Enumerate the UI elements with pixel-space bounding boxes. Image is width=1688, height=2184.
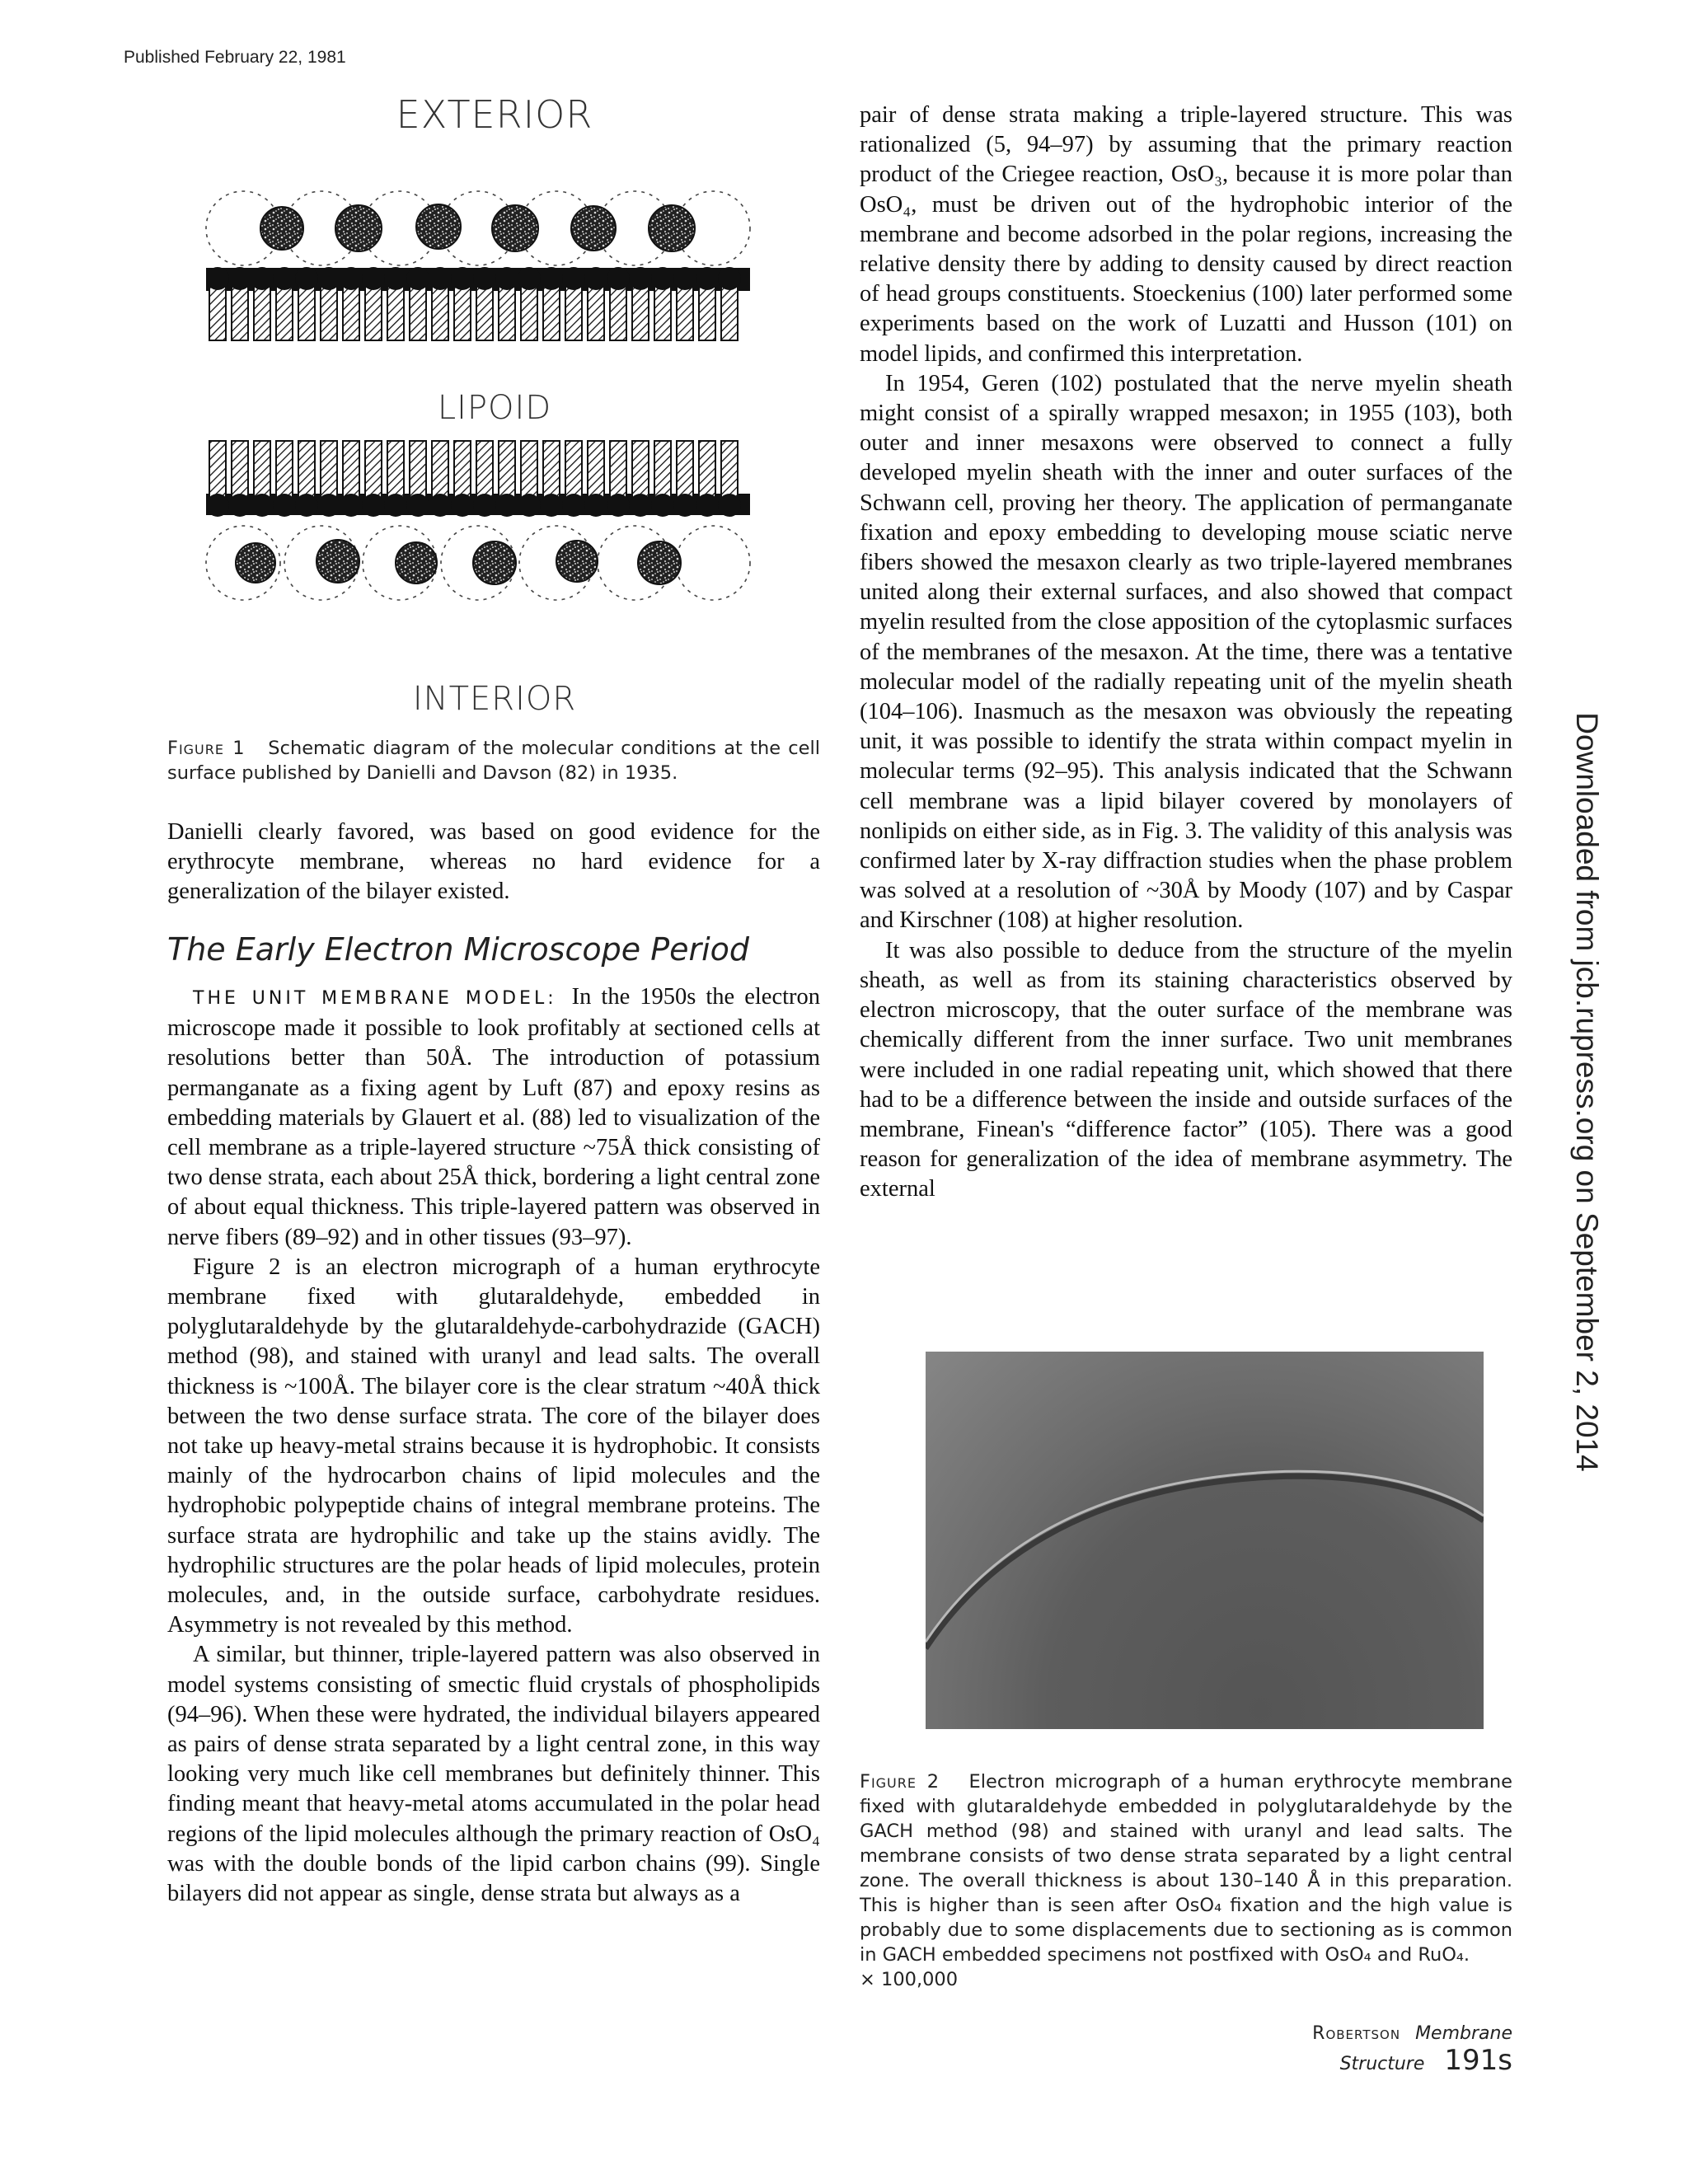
inner-lipid-monolayer xyxy=(206,441,750,517)
protein-globule xyxy=(473,541,516,584)
section-heading: The Early Electron Microscope Period xyxy=(167,931,750,968)
page-footer xyxy=(1146,2023,1512,2077)
figure2-magnification: × 100,000 xyxy=(860,1969,959,1990)
protein-globule xyxy=(649,205,695,251)
figure1-caption-label: Figure 1 xyxy=(167,738,246,759)
outer-lipid-monolayer xyxy=(206,267,750,340)
figure2-caption-label: Figure 2 xyxy=(860,1771,940,1793)
protein-globule xyxy=(416,204,461,249)
paragraph: It was also possible to deduce from the structure of the myelin sheath, as well as from its staining characteristics observed by electron microscopy, that the outer surface of the membrane was chemically different from the inner surface. Two unit membranes were included in one radial repeating unit, which showed that there had to be a difference between the inside and outside surfaces of the membrane, Finean's “difference factor” (105). There was a good reason for generalization of the idea of membrane asymmetry. The external xyxy=(860,937,1512,1202)
membrane-trace xyxy=(926,1352,1484,1729)
paragraph: Danielli clearly favored, was based on good evidence for the erythrocyte membrane, whereas no hard evidence for a generalization of the bilayer existed. xyxy=(167,819,820,905)
protein-globule xyxy=(492,205,538,251)
figure2-caption xyxy=(860,1769,1512,1992)
paragraph: A similar, but thinner, triple-layered pattern was also observed in model systems consisting of smectic fluid crystals of phospholipids (94–96). When these were hydrated, the individual bilayers appeared as pairs of dense strata separated by a light central zone, in this way looking very much like cell membranes but definitely thinner. This finding meant that heavy-metal atoms accumulated in the polar head regions of the lipid molecules although the primary reaction of OsO₄ was with the double bonds of the lipid carbon chains (99). Single bilayers did not appear as single, dense strata but always as a xyxy=(167,1642,820,1907)
inner-protein-layer xyxy=(206,526,750,600)
protein-globule xyxy=(260,207,303,250)
protein-globule xyxy=(335,205,382,251)
figure1-diagram xyxy=(198,161,758,655)
footer-author: Robertson xyxy=(1312,2023,1401,2044)
protein-globule xyxy=(236,543,275,583)
paragraph: pair of dense strata making a triple-layered structure. This was rationalized (5, 94–97) by assuming that the primary reaction product of the Criegee reaction, OsO₃, because it is more polar than OsO₄, must be driven out of the hydrophobic interior of the membrane and become adsorbed in the polar regions, increasing the relative density there by adding to density caused by direct reaction of head groups constituents. Stoeckenius (100) later performed some experiments based on the work of Luzatti and Husson (101) on model lipids, and confirmed this interpretation. xyxy=(860,102,1512,367)
published-date: Published February 22, 1981 xyxy=(124,48,346,67)
paragraph: Figure 2 is an electron micrograph of a human erythrocyte membrane fixed with glutaraldehyde, embedded in polyglutaraldehyde by the glutaraldehyde-carbohydrazide (GACH) method (98), and stained with uranyl and lead salts. The overall thickness is ~100Å. The bilayer core is the clear stratum ~40Å thick between the two dense surface strata. The core of the bilayer does not take up heavy-metal strains because it is hydrophobic. It consists mainly of the hydrocarbon chains of lipid molecules and the hydrophobic polypeptide chains of integral membrane proteins. The surface strata are hydrophilic and take up the stains avidly. The hydrophilic structures are the polar heads of lipid molecules, protein molecules, and, in the outside surface, carbohydrate residues. Asymmetry is not revealed by this method. xyxy=(167,1254,820,1638)
paragraph-text: In the 1950s the electron microscope made it possible to look profitably at sectioned cells at resolutions better than 50Å. The introduction of potassium permanganate as a fixing agent by Luft (87) and epoxy resins as embedding materials by Glauert et al. (88) led to visualization of the cell membrane as a triple-layered structure ~75Å thick consisting of two dense strata, each about 25Å thick, bordering a light central zone of about equal thickness. This triple-layered pattern was observed in nerve fibers (89–92) and in other tissues (93–97). xyxy=(167,984,821,1250)
page-number: 191s xyxy=(1444,2044,1512,2077)
figure1-caption xyxy=(167,736,820,785)
figure2-caption-text: Electron micrograph of a human erythrocyte membrane fixed with glutaraldehyde embedded in polyglutaraldehyde by the GACH method (98) and stained with uranyl and lead salts. The membrane consists of two dense strata separated by a light central zone. The overall thickness is about 130–140 Å in this preparation. This is higher than is seen after OsO₄ fixation and the high value is probably due to some displacements due to sectioning as is common in GACH embedded specimens not postfixed with OsO₄ and RuO₄. xyxy=(860,1771,1512,1966)
protein-globule xyxy=(638,541,681,584)
figure1-caption-text: Schematic diagram of the molecular conditions at the cell surface published by Danielli and Davson (82) in 1935. xyxy=(167,738,820,784)
figure1-label-interior: INTERIOR xyxy=(412,680,577,718)
footer-title: Membrane Structure xyxy=(1339,2023,1512,2074)
download-note xyxy=(1570,712,1604,1472)
subheading: THE UNIT MEMBRANE MODEL: xyxy=(193,988,557,1009)
outer-protein-layer xyxy=(206,191,750,265)
protein-globule xyxy=(571,206,616,251)
left-column-intro xyxy=(167,818,820,907)
figure1-label-lipoid: LIPOID xyxy=(437,389,552,427)
protein-globule xyxy=(396,542,437,583)
protein-globule xyxy=(316,540,359,583)
protein-globule xyxy=(556,541,598,582)
paragraph xyxy=(167,982,820,1253)
left-column-body xyxy=(167,982,820,1909)
download-note-text: Downloaded from jcb.rupress.org on September 2, 2014 xyxy=(1570,712,1604,1472)
figure2-micrograph xyxy=(926,1352,1484,1729)
paragraph: In 1954, Geren (102) postulated that the nerve myelin sheath might consist of a spirally wrapped mesaxon; in 1955 (103), both outer and inner mesaxons were observed to connect a fully developed myelin sheath with the inner and outer surfaces of the Schwann cell, proving her theory. The application of permanganate fixation and epoxy embedding to developing mouse sciatic nerve fibers showed the mesaxon clearly as two triple-layered membranes united along their external surfaces, and also showed that compact myelin resulted from the close apposition of the cytoplasmic surfaces of the membranes of the mesaxon. At the time, there was a tentative molecular model of the radially repeating unit of the myelin sheath (104–106). Inasmuch as the mesaxon was obviously the repeating unit, it was possible to identify the strata within compact myelin in molecular terms (92–95). This analysis indicated that the Schwann cell membrane was a lipid bilayer covered by monolayers of nonlipids on either side, as in Fig. 3. The validity of this analysis was confirmed later by X-ray diffraction studies when the phase problem was solved at a resolution of ~30Å by Moody (107) and by Caspar and Kirschner (108) at higher resolution. xyxy=(860,370,1512,934)
right-column-body xyxy=(860,101,1512,1205)
figure1-label-exterior: EXTERIOR xyxy=(396,92,593,137)
